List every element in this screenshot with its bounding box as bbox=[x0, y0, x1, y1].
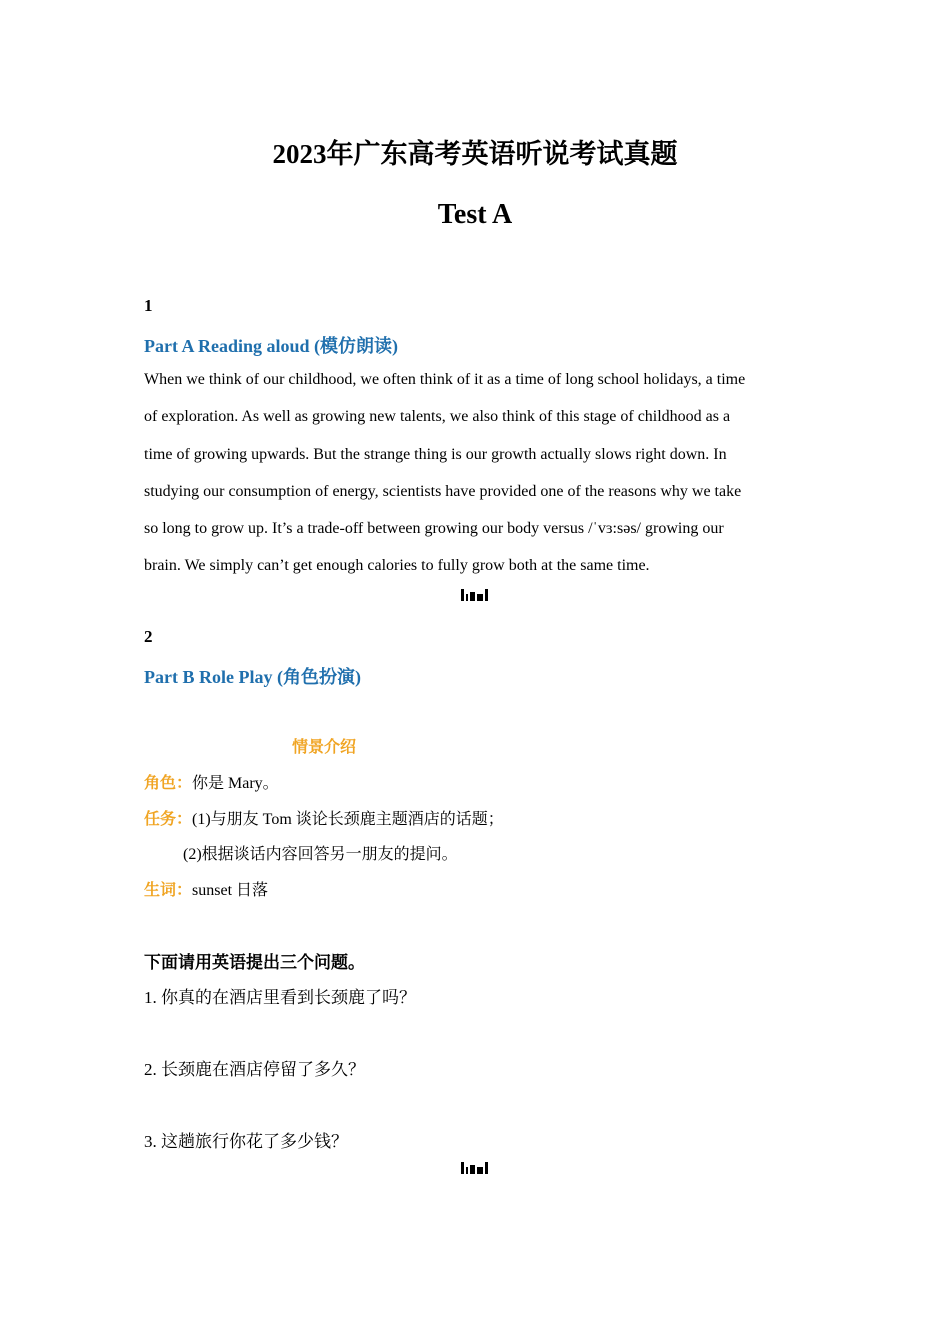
role-line bbox=[144, 770, 279, 793]
task-1-text: (1)与朋友 Tom 谈论长颈鹿主题酒店的话题； bbox=[192, 811, 504, 828]
vocab-line bbox=[144, 877, 268, 900]
vocab-text: sunset 日落 bbox=[192, 882, 269, 899]
role-label: 角色： bbox=[144, 775, 193, 792]
question-3: 3. 这趟旅行你花了多少钱？ bbox=[144, 1132, 348, 1151]
passage-line: When we think of our childhood, we often think of it as a time of long school holidays, a time bbox=[144, 371, 746, 388]
passage-line: studying our consumption of energy, scientists have provided one of the reasons why we take bbox=[144, 482, 742, 500]
vocab-label: 生词： bbox=[144, 882, 193, 899]
reading-passage bbox=[144, 361, 809, 585]
section-2-heading: Part B Role Play (角色扮演) bbox=[144, 667, 361, 687]
document-title: 2023年广东高考英语听说考试真题 bbox=[272, 139, 678, 169]
task-2-text: (2)根据谈话内容回答另一朋友的提问。 bbox=[183, 846, 458, 863]
questions-instruction: 下面请用英语提出三个问题。 bbox=[144, 953, 365, 972]
passage-line: of exploration. As well as growing new talents, we also think of this stage of childhood as a bbox=[144, 408, 731, 426]
question-1: 1. 你真的在酒店里看到长颈鹿了吗？ bbox=[144, 988, 416, 1007]
section-1-number: 1 bbox=[144, 296, 153, 315]
task-label: 任务： bbox=[144, 811, 193, 828]
section-1-heading: Part A Reading aloud (模仿朗读) bbox=[144, 336, 399, 356]
audio-bars-icon bbox=[460, 589, 490, 601]
role-text: 你是 Mary。 bbox=[192, 775, 279, 792]
audio-bars-icon bbox=[460, 1162, 490, 1174]
passage-line: time of growing upwards. But the strange thing is our growth actually slows right down. In bbox=[144, 445, 727, 463]
question-2: 2. 长颈鹿在酒店停留了多久？ bbox=[144, 1060, 365, 1079]
scenario-title: 情景介绍 bbox=[292, 739, 357, 756]
task-line bbox=[144, 806, 504, 829]
document-subtitle: Test A bbox=[437, 199, 513, 230]
passage-line: so long to grow up. It’s a trade-off between growing our body versus /ˈvɜ:səs/ growing our bbox=[144, 520, 724, 538]
passage-line: brain. We simply can’t get enough calories to fully grow both at the same time. bbox=[144, 557, 650, 575]
section-2-number: 2 bbox=[144, 627, 153, 646]
